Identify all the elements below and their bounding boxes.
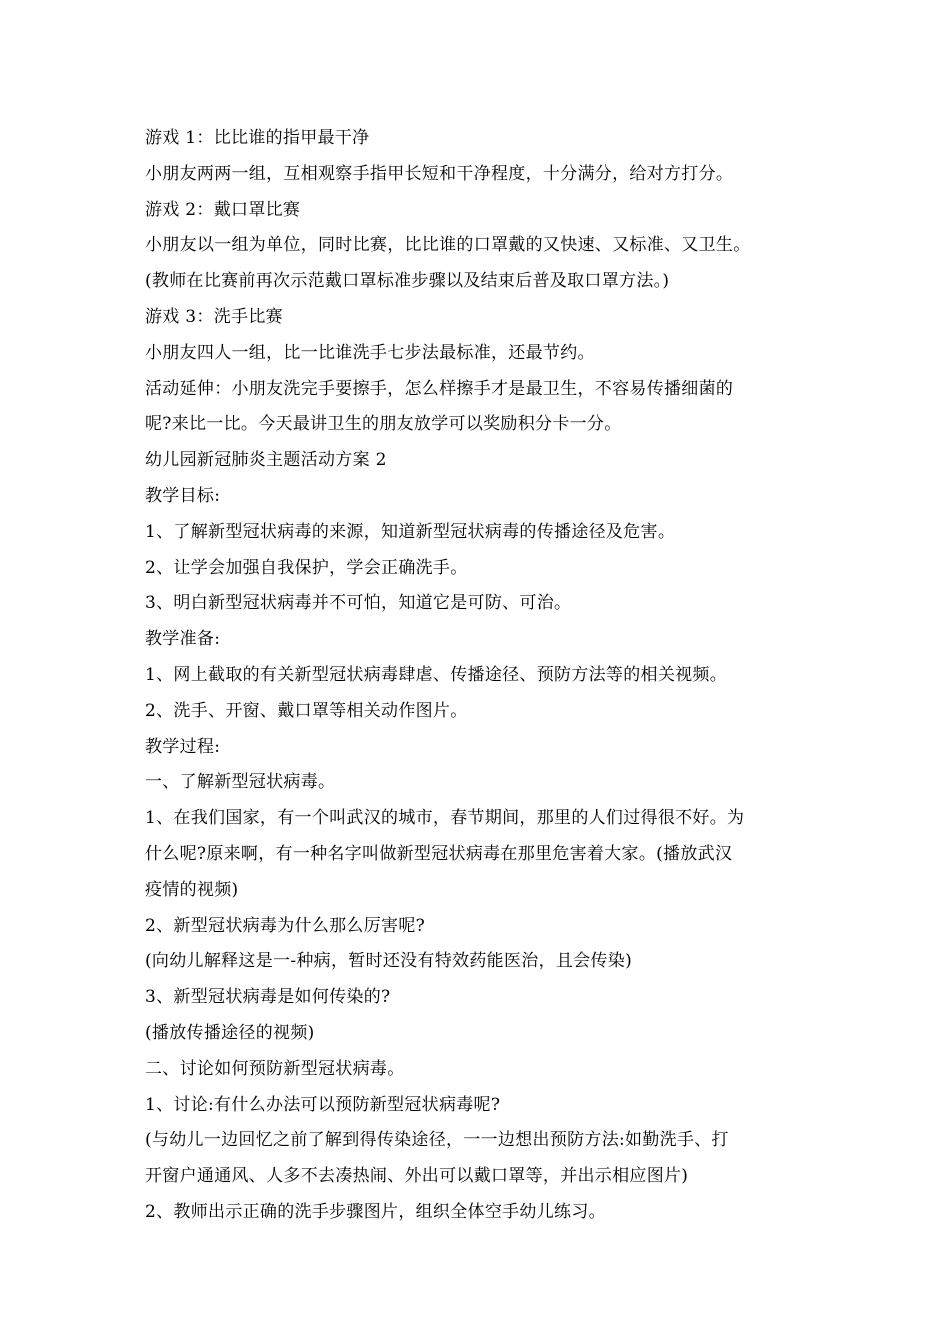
- game-3-heading: 游戏 3：洗手比赛: [145, 306, 283, 327]
- game-2-note: (教师在比赛前再次示范戴口罩标准步骤以及结束后普及取口罩方法。): [145, 271, 670, 292]
- process-1-item-2: 2、新型冠状病毒为什么那么厉害呢?: [145, 915, 426, 936]
- process-1-item-2-note: (向幼儿解释这是一-种病，暂时还没有特效药能医治，且会传染): [145, 951, 633, 972]
- process-1-item-3: 3、新型冠状病毒是如何传染的?: [145, 987, 391, 1008]
- game-2-text: 小朋友以一组为单位，同时比赛，比比谁的口罩戴的又快速、又标准、又卫生。: [145, 235, 751, 256]
- process-2-item-2: 2、教师出示正确的洗手步骤图片，组织全体空手幼儿练习。: [145, 1201, 606, 1222]
- activity-extension-line-2: 呢?来比一比。今天最讲卫生的朋友放学可以奖励积分卡一分。: [145, 414, 622, 435]
- game-1-text: 小朋友两两一组，互相观察手指甲长短和干净程度，十分满分，给对方打分。: [145, 163, 734, 184]
- process-2-item-1-note-line-1: (与幼儿一边回忆之前了解到得传染途径，一一边想出预防方法:如勤洗手、打: [145, 1130, 729, 1151]
- goal-item-2: 2、让学会加强自我保护，学会正确洗手。: [145, 557, 468, 578]
- process-part-1-heading: 一、了解新型冠状病毒。: [145, 772, 336, 793]
- teaching-goals-heading: 教学目标:: [145, 485, 221, 506]
- process-2-item-1: 1、讨论:有什么办法可以预防新型冠状病毒呢?: [145, 1094, 501, 1115]
- teaching-process-heading: 教学过程:: [145, 736, 221, 757]
- preparation-item-1: 1、网上截取的有关新型冠状病毒肆虐、传播途径、预防方法等的相关视频。: [145, 664, 728, 685]
- process-1-item-1-line-1: 1、在我们国家，有一个叫武汉的城市，春节期间，那里的人们过得很不好。为: [145, 808, 745, 829]
- goal-item-3: 3、明白新型冠状病毒并不可怕，知道它是可防、可治。: [145, 593, 572, 614]
- teaching-preparation-heading: 教学准备:: [145, 629, 221, 650]
- process-1-item-1-line-3: 疫情的视频): [145, 879, 239, 900]
- document-body: [145, 121, 815, 1231]
- goal-item-1: 1、了解新型冠状病毒的来源，知道新型冠状病毒的传播途径及危害。: [145, 521, 676, 542]
- game-3-text: 小朋友四人一组，比一比谁洗手七步法最标准，还最节约。: [145, 342, 595, 363]
- process-part-2-heading: 二、讨论如何预防新型冠状病毒。: [145, 1058, 405, 1079]
- game-2-heading: 游戏 2：戴口罩比赛: [145, 199, 301, 220]
- preparation-item-2: 2、洗手、开窗、戴口罩等相关动作图片。: [145, 700, 468, 721]
- process-1-item-3-note: (播放传播途径的视频): [145, 1022, 315, 1043]
- process-2-item-1-note-line-2: 开窗户通通风、人多不去凑热闹、外出可以戴口罩等，并出示相应图片): [145, 1166, 689, 1187]
- process-1-item-1-line-2: 什么呢?原来啊，有一种名字叫做新型冠状病毒在那里危害着大家。(播放武汉: [145, 843, 733, 864]
- section-title: 幼儿园新冠肺炎主题活动方案 2: [145, 450, 387, 471]
- game-1-heading: 游戏 1：比比谁的指甲最干净: [145, 128, 370, 148]
- activity-extension-line-1: 活动延伸：小朋友洗完手要擦手，怎么样擦手才是最卫生，不容易传播细菌的: [145, 378, 734, 399]
